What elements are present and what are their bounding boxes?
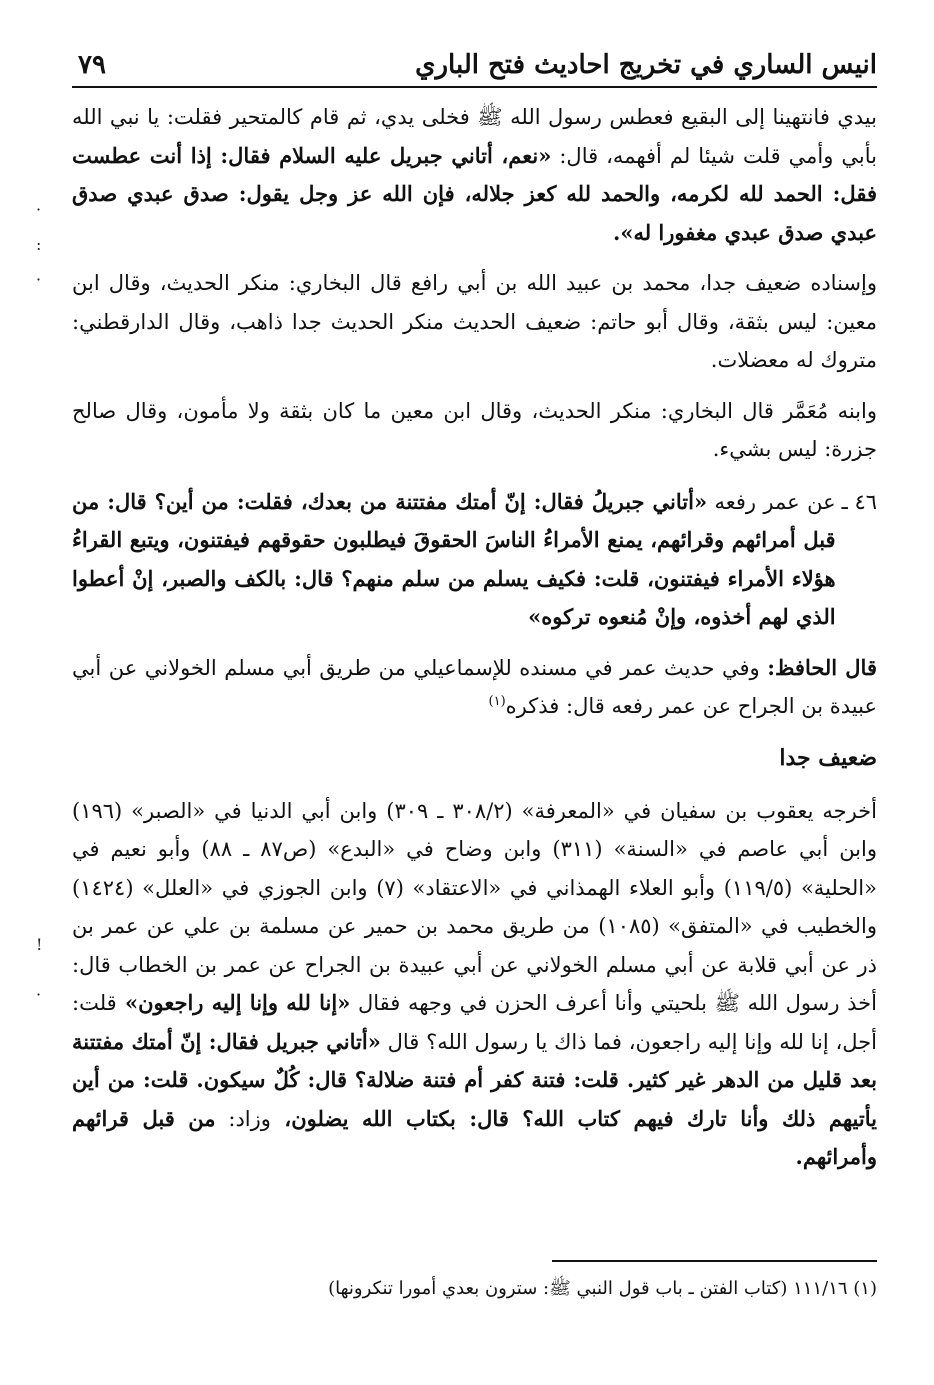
bold-text-run: «أتاني جبريل فقال: إنّ أمتك مفتتنة بعد قليل من الدهر غير كثير. قلت: فتنة كفر أم فتنة ضلالة؟ قال: كُلٌ سيكون. قلت: من أين يأتيهم ذلك وأنا تارك فيهم كتاب الله؟ قال: بكتاب الله يضلون، bbox=[72, 1028, 877, 1131]
bold-text-run: «إنا لله وإنا إليه راجعون» bbox=[116, 990, 351, 1015]
text-run: قلت: أجل، إنا لله وإنا إليه راجعون، فما ذاك يا رسول الله؟ قال bbox=[72, 991, 877, 1054]
page-content bbox=[72, 98, 877, 1177]
paragraph-hadith-continuation bbox=[72, 98, 877, 252]
margin-dot: · bbox=[36, 985, 42, 1004]
paragraph-takhrij bbox=[72, 792, 877, 1177]
bold-text-run: من قبل قرائهم وأمرائهم. bbox=[72, 1105, 877, 1169]
paragraph-narrator-note: وابنه مُعَمَّر قال البخاري: منكر الحديث، وقال ابن معين ما كان بثقة ولا مأمون، وقال صالح جزرة: ليس بشيء. bbox=[72, 398, 877, 461]
footnote-text: (كتاب الفتن ـ باب قول النبي ﷺ: سترون بعدي أمورا تنكرونها) bbox=[328, 1278, 788, 1299]
margin-dot: : bbox=[36, 235, 42, 254]
hadith-entry bbox=[72, 483, 877, 637]
footnote-ref: ١١١/١٦ bbox=[793, 1278, 848, 1299]
footnote-reference: (١) bbox=[488, 694, 506, 709]
page-header bbox=[72, 38, 877, 88]
page-number: ٧٩ bbox=[78, 50, 106, 80]
paragraph-hafiz-comment bbox=[72, 649, 877, 726]
footnote-number: (١) bbox=[853, 1278, 877, 1299]
text-run: وفي حديث عمر في مسنده للإسماعيلي من طريق أبي مسلم الخولاني عن أبي عبيدة بن الجراح عن عمر رفعه قال: فذكره bbox=[72, 655, 877, 718]
margin-dot: · bbox=[36, 270, 42, 289]
footnote-divider bbox=[552, 1260, 877, 1262]
hadith-grade: ضعيف جدا bbox=[779, 744, 877, 771]
bold-text-run: «نعم، أتاني جبريل عليه السلام فقال: إذا أنت عطست فقل: الحمد لله لكرمه، والحمد لله كعز جلاله، فإن الله عز وجل يقول: صدق عبدي صدق عبدي صدق عبدي مغفورا له». bbox=[72, 142, 877, 245]
margin-dot: · bbox=[36, 200, 42, 219]
text-run: عن عمر رفعه bbox=[707, 489, 836, 514]
text-run: وزاد: bbox=[215, 1106, 271, 1131]
running-title: انيس الساري في تخريج احاديث فتح الباري bbox=[415, 50, 877, 80]
hafiz-label: قال الحافظ: bbox=[767, 654, 877, 680]
hadith-number: ٤٦ ـ bbox=[841, 489, 877, 514]
margin-dot: ! bbox=[36, 935, 43, 954]
text-run: أخرجه يعقوب بن سفيان في «المعرفة» (٣٠٨/٢ ـ ٣٠٩) وابن أبي الدنيا في «الصبر» (١٩٦) وابن أبي عاصم في «السنة» (٣١١) وابن وضاح في «البدع» (ص٨٧ ـ ٨٨) وأبو نعيم في «الحلية» (١١٩/٥) وأبو العلاء الهمذاني في «الاعتقاد» (٧) وابن الجوزي في «العلل» (١٤٢٤) والخطيب في «المتفق» (١٠٨٥) من طريق محمد بن حمير عن مسلمة بن علي عن عمر بن ذر عن أبي قلابة عن أبي مسلم الخولاني عن أبي عبيدة بن الجراح عن عمر بن الخطاب قال: أخذ رسول الله ﷺ بلحيتي وأنا أعرف الحزن في وجهه فقال bbox=[72, 798, 877, 1015]
paragraph-isnad-grading: وإسناده ضعيف جدا، محمد بن عبيد الله بن أبي رافع قال البخاري: منكر الحديث، وقال ابن معين: ليس بثقة، وقال أبو حاتم: ضعيف الحديث منكر الحديث جدا ذاهب، وقال الدارقطني: متروك له معضلات. bbox=[72, 271, 877, 372]
footnote bbox=[72, 1274, 877, 1304]
hadith-text bbox=[72, 483, 836, 637]
text-run: بيدي فانتهينا إلى البقيع فعطس رسول الله ﷺ فخلى يدي، ثم قام كالمتحير فقلت: يا نبي الله بأبي وأمي قلت شيئا لم أفهمه، قال: bbox=[72, 105, 877, 168]
bold-text-run: «أتاني جبريلُ فقال: إنّ أمتك مفتتنة من بعدك، فقلت: من أين؟ قال: من قبل أمرائهم وقرائهم، يمنع الأمراءُ الناسَ الحقوقَ فيطلبون حقوقهم فيفتنون، ويتبع القراءُ هؤلاء الأمراء فيفتنون، قلت: فكيف يسلم من سلم منهم؟ قال: بالكف والصبر، إنْ أعطوا الذي لهم أخذوه، وإنْ مُنعوه تركوه» bbox=[72, 488, 836, 629]
page bbox=[72, 38, 877, 1299]
